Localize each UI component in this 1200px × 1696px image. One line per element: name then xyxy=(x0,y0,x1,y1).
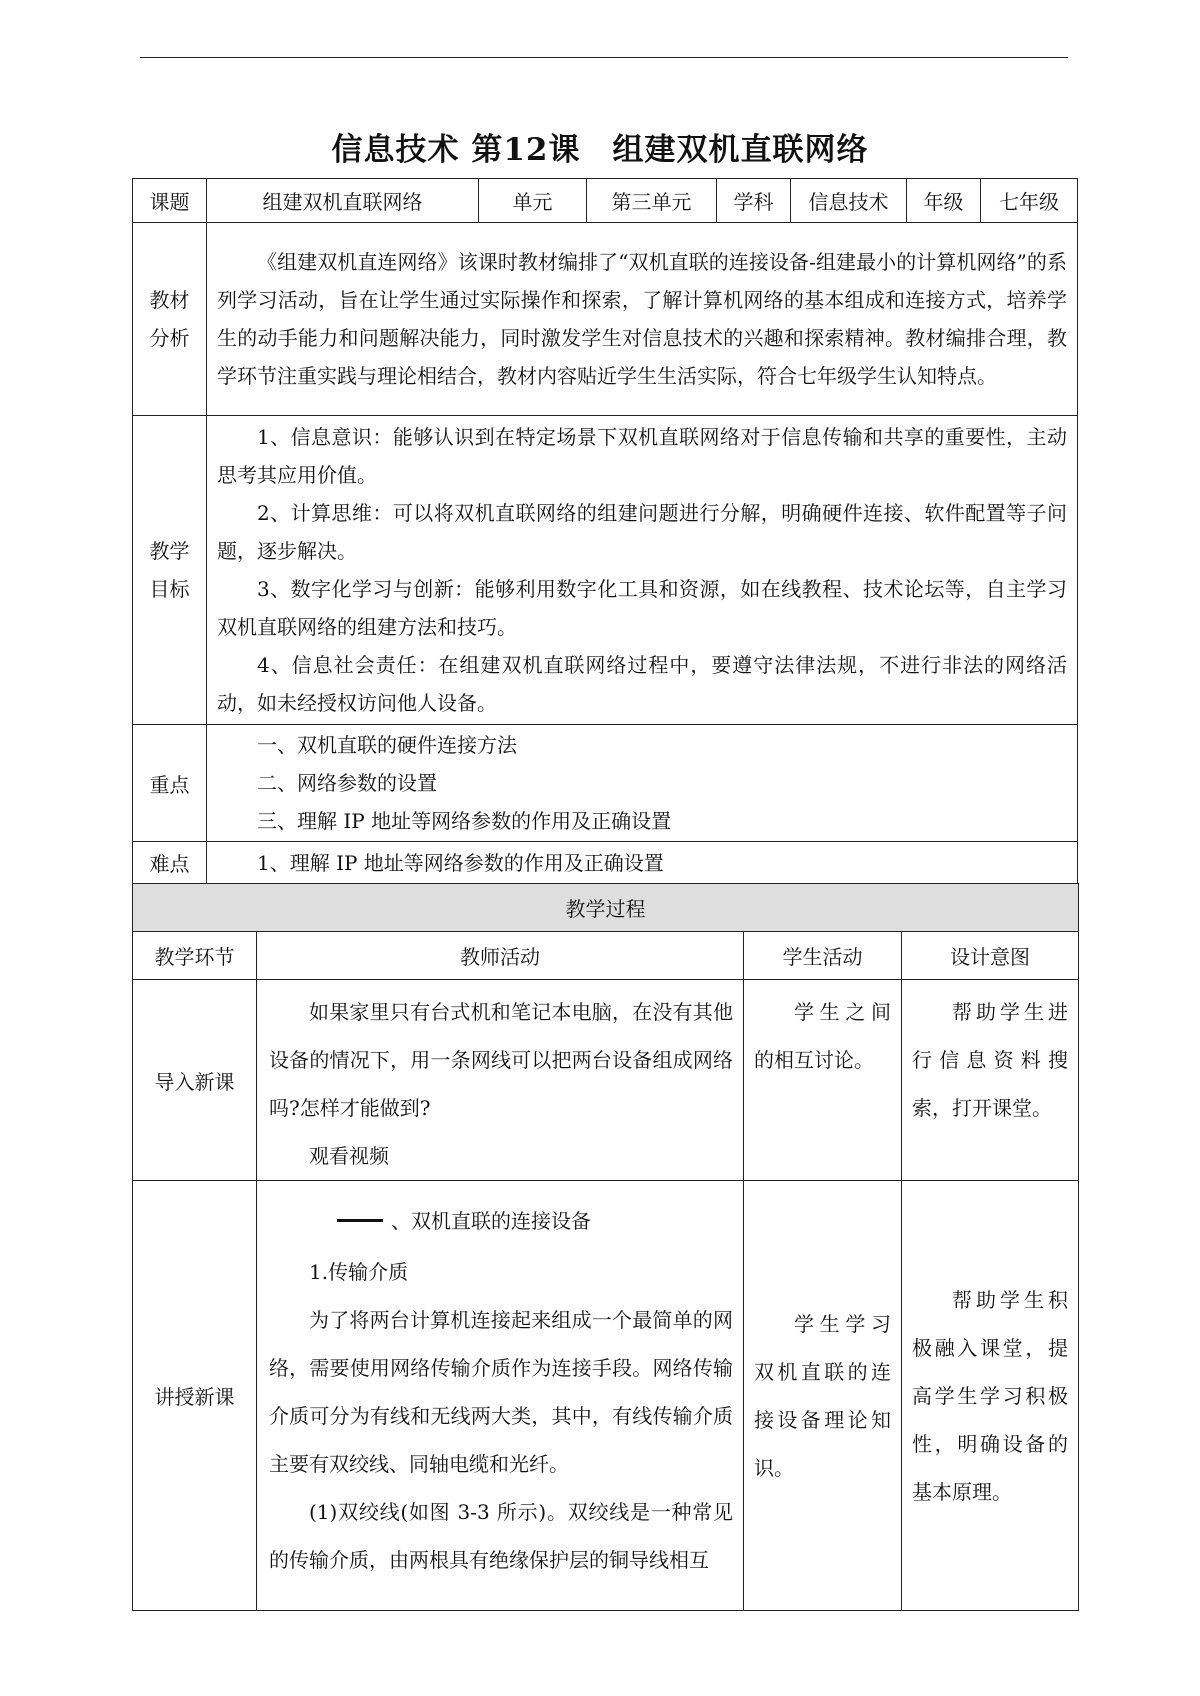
header-stage: 教学环节 xyxy=(133,932,257,980)
teaching-process-table xyxy=(132,883,1079,1611)
unit-label: 单元 xyxy=(479,179,587,223)
section-heading xyxy=(337,1205,733,1234)
intro-student-cell xyxy=(744,980,902,1181)
difficulty-cell xyxy=(207,842,1078,884)
intro-student-text: 学生之间的相互讨论。 xyxy=(754,1000,891,1072)
intro-teacher-cell xyxy=(257,980,744,1181)
goals-label-line-1: 教学 xyxy=(149,539,190,563)
unit-value: 第三单元 xyxy=(587,179,717,223)
subject-value: 信息技术 xyxy=(791,179,907,223)
intro-intent-cell xyxy=(902,980,1079,1181)
lesson-teacher-cell xyxy=(257,1181,744,1611)
key-points-cell xyxy=(207,725,1078,842)
lesson-intent-cell xyxy=(902,1181,1079,1611)
lesson-paragraph: 为了将两台计算机连接起来组成一个最简单的网络，需要使用网络传输介质作为连接手段。网络传输介质可分为有线和无线两大类，其中，有线传输介质主要有双绞线、同轴电缆和光纤。 xyxy=(269,1308,733,1476)
dash-mark xyxy=(337,1219,383,1222)
intro-teacher-text: 如果家里只有台式机和笔记本电脑，在没有其他设备的情况下，用一条网线可以把两台设备组成网络吗?怎样才能做到? xyxy=(269,1000,733,1120)
lesson-intent-text: 帮助学生积极融入课堂，提高学生学习积极性，明确设备的基本原理。 xyxy=(912,1287,1068,1504)
difficulty-text: 1、理解 IP 地址等网络参数的作用及正确设置 xyxy=(257,850,664,875)
topic-label: 课题 xyxy=(133,179,207,223)
analysis-label xyxy=(133,223,207,416)
lesson-stage: 讲授新课 xyxy=(133,1181,257,1611)
section-heading-text: 、双机直联的连接设备 xyxy=(391,1209,591,1233)
analysis-label-line-1: 教材 xyxy=(149,288,190,312)
subsection-title: 1.传输介质 xyxy=(309,1260,409,1284)
intro-intent-text: 帮助学生进行信息资料搜索，打开课堂。 xyxy=(912,1000,1068,1120)
subject-label: 学科 xyxy=(717,179,791,223)
goals-cell xyxy=(207,416,1078,725)
lesson-student-cell xyxy=(744,1181,902,1611)
analysis-cell xyxy=(207,223,1078,416)
key-point-item: 一、双机直联的硬件连接方法 xyxy=(257,733,517,757)
goal-item: 2、计算思维：可以将双机直联网络的组建问题进行分解，明确硬件连接、软件配置等子问题，逐步解决。 xyxy=(217,501,1067,563)
goals-label xyxy=(133,416,207,725)
header-intent: 设计意图 xyxy=(902,932,1079,980)
analysis-label-line-2: 分析 xyxy=(149,326,190,350)
lesson-paragraph: (1)双绞线(如图 3-3 所示)。双绞线是一种常见的传输介质，由两根具有绝缘保护层的铜导线相互 xyxy=(269,1500,733,1572)
goal-item: 3、数字化学习与创新：能够利用数字化工具和资源，如在线教程、技术论坛等，自主学习双机直联网络的组建方法和技巧。 xyxy=(217,577,1067,639)
lesson-info-table xyxy=(132,178,1078,884)
key-point-item: 二、网络参数的设置 xyxy=(257,771,437,795)
goals-label-line-2: 目标 xyxy=(149,577,190,601)
analysis-text: 《组建双机直连网络》该课时教材编排了“双机直联的连接设备-组建最小的计算机网络”的系列学习活动，旨在让学生通过实际操作和探索，了解计算机网络的基本组成和连接方式，培养学生的动手能力和问题解决能力，同时激发学生对信息技术的兴趣和探索精神。教材编排合理，教学环节注重实践与理论相结合，教材内容贴近学生生活实际，符合七年级学生认知特点。 xyxy=(217,250,1067,388)
key-points-label: 重点 xyxy=(133,725,207,842)
grade-label: 年级 xyxy=(907,179,981,223)
intro-stage: 导入新课 xyxy=(133,980,257,1181)
goal-item: 1、信息意识：能够认识到在特定场景下双机直联网络对于信息传输和共享的重要性，主动思考其应用价值。 xyxy=(217,425,1067,487)
grade-value: 七年级 xyxy=(981,179,1078,223)
header-student: 学生活动 xyxy=(744,932,902,980)
header-teacher: 教师活动 xyxy=(257,932,744,980)
process-title: 教学过程 xyxy=(133,884,1079,932)
key-point-item: 三、理解 IP 地址等网络参数的作用及正确设置 xyxy=(257,809,672,833)
lesson-student-text: 学生学习双机直联的连接设备理论知识。 xyxy=(754,1311,891,1480)
intro-teacher-video: 观看视频 xyxy=(309,1144,389,1168)
header-rule xyxy=(140,57,1068,58)
difficulty-label: 难点 xyxy=(133,842,207,884)
page-title: 信息技术 第12课 组建双机直联网络 xyxy=(331,132,869,168)
topic-value: 组建双机直联网络 xyxy=(207,179,479,223)
goal-item: 4、信息社会责任：在组建双机直联网络过程中，要遵守法律法规，不进行非法的网络活动，如未经授权访问他人设备。 xyxy=(217,653,1067,715)
